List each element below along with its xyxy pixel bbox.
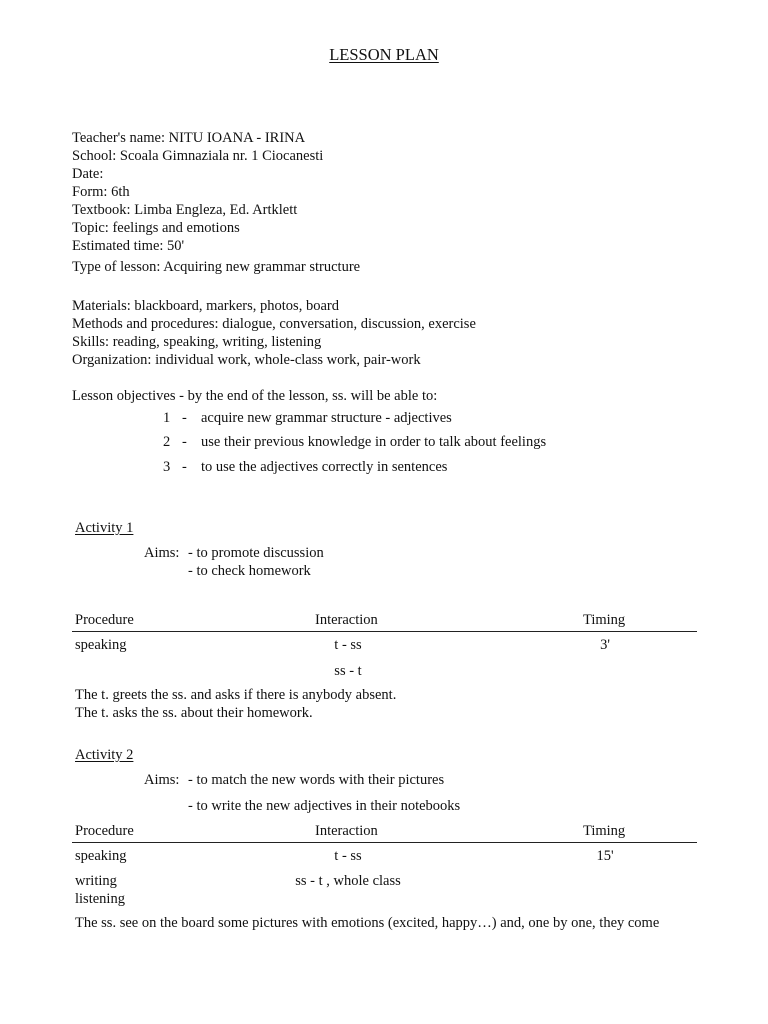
aims-label: Aims:: [144, 545, 180, 561]
activity-1-heading: Activity 1: [75, 520, 134, 536]
table-header-timing: Timing: [583, 823, 626, 839]
page-title: [0, 46, 768, 64]
aim-item: - to promote discussion: [188, 545, 324, 561]
table-header-interaction: Interaction: [315, 823, 378, 839]
aim-item: - to write the new adjectives in their notebooks: [188, 798, 461, 814]
table-cell-procedure: listening: [75, 891, 125, 907]
aims-label: Aims:: [144, 772, 180, 788]
table-cell-interaction: ss - t: [334, 663, 362, 679]
table-cell-procedure: writing: [75, 873, 117, 889]
skills: Skills: reading, speaking, writing, listening: [72, 334, 322, 350]
table-divider: [72, 631, 697, 632]
organization: Organization: individual work, whole-class work, pair-work: [72, 352, 421, 368]
aim-item: - to match the new words with their pictures: [188, 772, 445, 788]
table-header-interaction: Interaction: [315, 612, 378, 628]
objective-text: acquire new grammar structure - adjectives: [201, 410, 452, 426]
table-cell-timing: 15': [596, 848, 614, 864]
activity-note: The ss. see on the board some pictures with emotions (excited, happy…) and, one by one, they come: [75, 915, 660, 931]
page-title-text: LESSON PLAN: [329, 45, 439, 64]
table-cell-interaction: ss - t , whole class: [295, 873, 401, 889]
objective-number: 3: [163, 459, 171, 475]
objective-number: 2: [163, 434, 171, 450]
table-header-procedure: Procedure: [75, 823, 134, 839]
form: Form: 6th: [72, 184, 130, 200]
table-cell-procedure: speaking: [75, 848, 127, 864]
school: School: Scoala Gimnaziala nr. 1 Ciocanesti: [72, 148, 324, 164]
estimated-time: Estimated time: 50': [72, 238, 185, 254]
textbook: Textbook: Limba Engleza, Ed. Artklett: [72, 202, 298, 218]
objective-dash: -: [182, 434, 187, 450]
objective-dash: -: [182, 459, 187, 475]
objective-text: use their previous knowledge in order to talk about feelings: [201, 434, 547, 450]
activity-note: The t. asks the ss. about their homework.: [75, 705, 313, 721]
table-cell-interaction: t - ss: [334, 637, 362, 653]
table-cell-interaction: t - ss: [334, 848, 362, 864]
methods: Methods and procedures: dialogue, conversation, discussion, exercise: [72, 316, 476, 332]
teacher-name: Teacher's name: NITU IOANA - IRINA: [72, 130, 306, 146]
objective-dash: -: [182, 410, 187, 426]
objectives-intro: Lesson objectives - by the end of the lesson, ss. will be able to:: [72, 388, 438, 404]
table-divider: [72, 842, 697, 843]
activity-note: The t. greets the ss. and asks if there is anybody absent.: [75, 687, 397, 703]
materials: Materials: blackboard, markers, photos, board: [72, 298, 339, 314]
date: Date:: [72, 166, 104, 182]
table-cell-procedure: speaking: [75, 637, 127, 653]
topic: Topic: feelings and emotions: [72, 220, 240, 236]
objective-text: to use the adjectives correctly in sentences: [201, 459, 448, 475]
lesson-type: Type of lesson: Acquiring new grammar structure: [72, 259, 361, 275]
table-cell-timing: 3': [600, 637, 610, 653]
aim-item: - to check homework: [188, 563, 311, 579]
table-header-procedure: Procedure: [75, 612, 134, 628]
objective-number: 1: [163, 410, 171, 426]
activity-2-heading: Activity 2: [75, 747, 134, 763]
table-header-timing: Timing: [583, 612, 626, 628]
